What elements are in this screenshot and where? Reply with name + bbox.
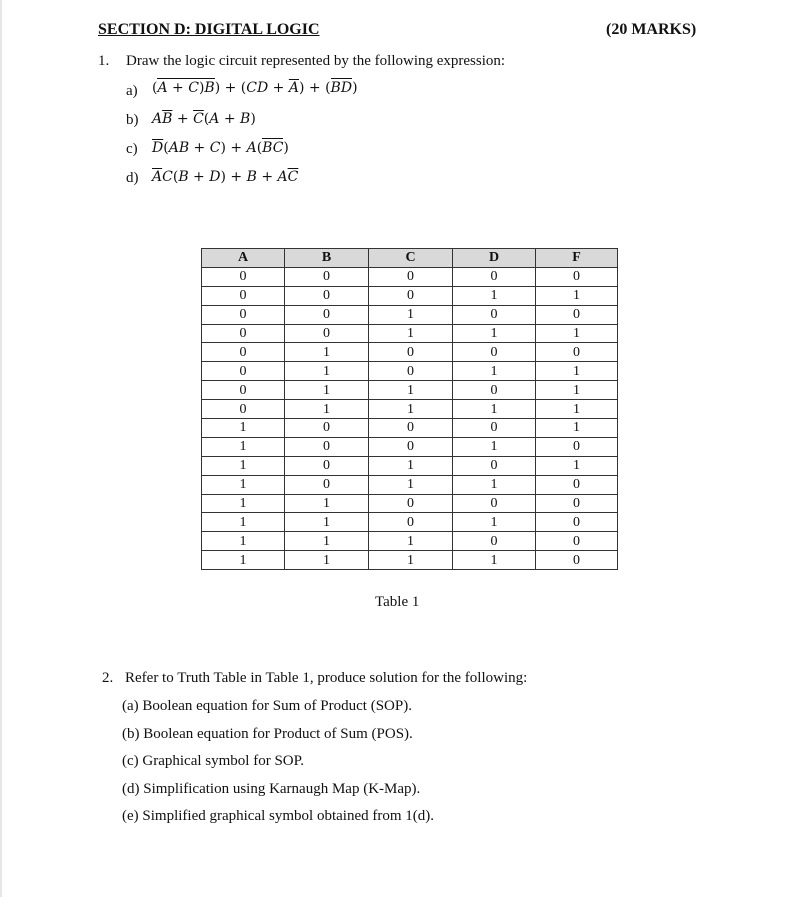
column-header-a: A [202,249,285,268]
cell-d: 1 [453,437,536,456]
question-2-item-d: (d) Simplification using Karnaugh Map (K-Map). [122,781,421,797]
cell-a: 0 [202,343,285,362]
column-header-c: C [369,249,453,268]
cell-a: 1 [202,532,285,551]
part-c-expression: $\overline{D}(AB + C) + A(BC)$ [152,140,289,156]
cell-b: 1 [285,532,369,551]
question-2-item-b: (b) Boolean equation for Product of Sum (POS). [122,726,413,742]
marks-label: (20 MARKS) [606,21,697,38]
cell-f: 0 [536,305,618,324]
cell-c: 0 [369,513,453,532]
table-row [202,513,618,532]
cell-b: 0 [285,305,369,324]
part-a-expression: $(A + C)B) + (CD + \overline{A}) + (BD)$ [152,80,358,96]
table-row [202,437,618,456]
cell-a: 0 [202,286,285,305]
cell-f: 1 [536,362,618,381]
question-2-item-c: (c) Graphical symbol for SOP. [122,753,305,769]
table-row [202,456,618,475]
cell-a: 0 [202,324,285,343]
cell-b: 0 [285,475,369,494]
table-row [202,362,618,381]
cell-d: 0 [453,267,536,286]
cell-c: 1 [369,400,453,419]
cell-a: 0 [202,362,285,381]
question-2-prompt: Refer to Truth Table in Table 1, produce solution for the following: [125,670,528,686]
question-1-prompt: Draw the logic circuit represented by the following expression: [126,53,506,69]
table-row [202,551,618,570]
cell-c: 1 [369,324,453,343]
question-1-number: 1. [98,53,110,69]
cell-f: 1 [536,324,618,343]
table-row [202,305,618,324]
cell-c: 0 [369,343,453,362]
cell-a: 1 [202,513,285,532]
page-edge [0,0,2,897]
cell-f: 0 [536,532,618,551]
cell-d: 1 [453,551,536,570]
cell-b: 0 [285,456,369,475]
cell-a: 0 [202,381,285,400]
table-caption: Table 1 [375,594,420,610]
cell-d: 0 [453,456,536,475]
cell-a: 1 [202,475,285,494]
cell-d: 1 [453,362,536,381]
column-header-f: F [536,249,618,268]
cell-f: 1 [536,419,618,438]
part-d-label: d) [126,170,139,186]
cell-a: 0 [202,267,285,286]
cell-d: 1 [453,286,536,305]
cell-d: 0 [453,305,536,324]
cell-b: 1 [285,551,369,570]
cell-c: 0 [369,286,453,305]
cell-f: 0 [536,513,618,532]
cell-d: 1 [453,400,536,419]
cell-f: 0 [536,267,618,286]
cell-f: 0 [536,551,618,570]
table-row [202,324,618,343]
table-row [202,532,618,551]
cell-f: 1 [536,456,618,475]
cell-b: 0 [285,267,369,286]
cell-d: 0 [453,494,536,513]
cell-d: 0 [453,419,536,438]
cell-f: 0 [536,475,618,494]
section-title: SECTION D: DIGITAL LOGIC [98,21,320,38]
cell-b: 0 [285,419,369,438]
cell-b: 1 [285,381,369,400]
part-c-label: c) [126,141,138,157]
table-row [202,286,618,305]
cell-d: 1 [453,513,536,532]
cell-c: 0 [369,419,453,438]
table-row [202,494,618,513]
table-row [202,267,618,286]
cell-a: 1 [202,419,285,438]
truth-table-header-row [202,249,618,268]
cell-b: 1 [285,400,369,419]
cell-b: 0 [285,286,369,305]
cell-f: 0 [536,494,618,513]
column-header-d: D [453,249,536,268]
cell-b: 1 [285,343,369,362]
cell-c: 0 [369,494,453,513]
cell-a: 1 [202,456,285,475]
table-row [202,381,618,400]
cell-b: 1 [285,513,369,532]
column-header-b: B [285,249,369,268]
cell-a: 0 [202,305,285,324]
part-d-expression: $\overline{A}C(B + D) + B + A\overline{C}$ [152,169,299,185]
cell-c: 0 [369,437,453,456]
part-b-expression: $A\overline{B} + \overline{C}(A + B)$ [152,111,256,127]
cell-b: 1 [285,494,369,513]
cell-c: 1 [369,532,453,551]
cell-a: 1 [202,551,285,570]
cell-c: 1 [369,475,453,494]
cell-f: 1 [536,400,618,419]
cell-a: 1 [202,437,285,456]
cell-d: 1 [453,475,536,494]
cell-c: 0 [369,362,453,381]
cell-b: 1 [285,362,369,381]
question-2-number: 2. [102,670,114,686]
cell-a: 1 [202,494,285,513]
question-2-item-e: (e) Simplified graphical symbol obtained from 1(d). [122,808,435,824]
table-row [202,400,618,419]
cell-f: 0 [536,343,618,362]
question-2-item-a: (a) Boolean equation for Sum of Product (SOP). [122,698,412,714]
cell-d: 0 [453,381,536,400]
cell-c: 1 [369,305,453,324]
cell-c: 1 [369,551,453,570]
cell-f: 1 [536,381,618,400]
cell-d: 1 [453,324,536,343]
table-row [202,475,618,494]
cell-f: 1 [536,286,618,305]
cell-f: 0 [536,437,618,456]
cell-b: 0 [285,324,369,343]
part-a-label: a) [126,83,138,99]
table-row [202,419,618,438]
part-b-label: b) [126,112,139,128]
cell-c: 1 [369,381,453,400]
cell-d: 0 [453,532,536,551]
table-row [202,343,618,362]
cell-a: 0 [202,400,285,419]
cell-b: 0 [285,437,369,456]
truth-table [201,248,618,570]
cell-c: 1 [369,456,453,475]
cell-c: 0 [369,267,453,286]
cell-d: 0 [453,343,536,362]
